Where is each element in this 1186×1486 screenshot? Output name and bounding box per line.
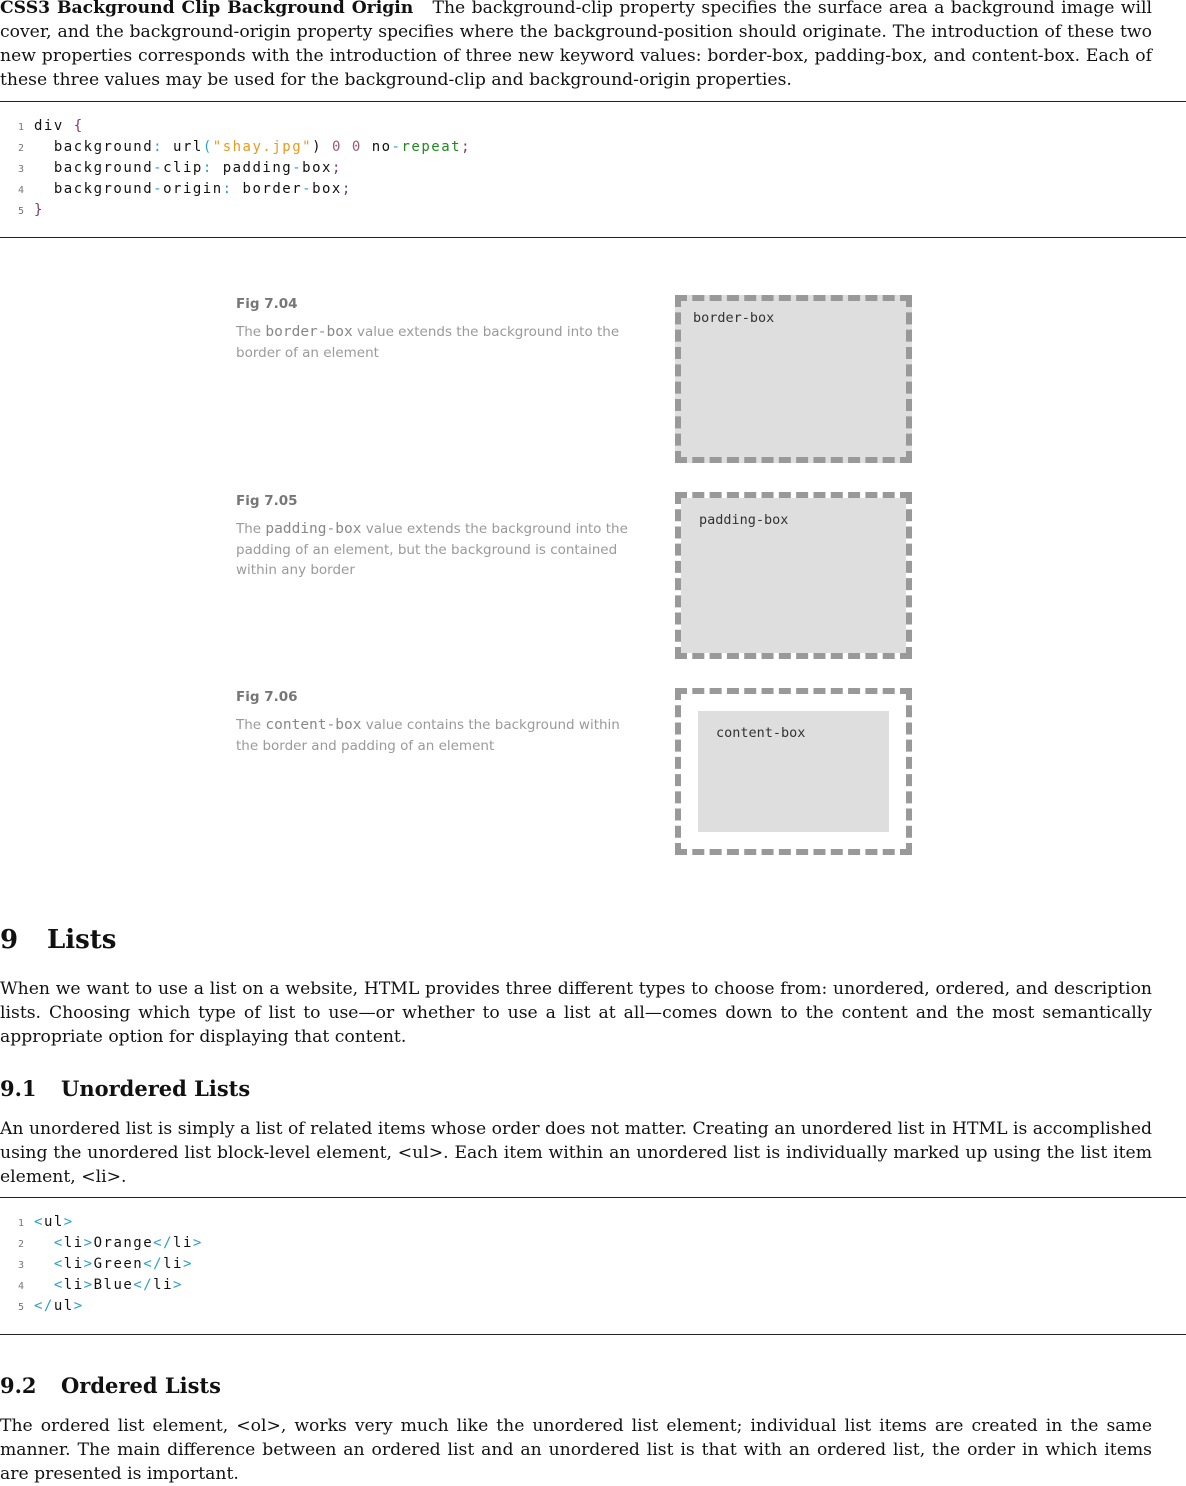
- line-number: 4: [17, 1281, 24, 1292]
- code-paren: ): [312, 139, 322, 155]
- figure-caption: [236, 689, 631, 756]
- section-paragraph: When we want to use a list on a website, HTML provides three different types to choose from: unordered, ordered, and description lists. Choosing which type of list to use—or whether to use a list at all—comes down to the content and the most semantically appropriate option for displaying that content.: [0, 979, 1152, 1047]
- code-tag-bracket: </: [153, 1235, 174, 1251]
- line-number: 4: [17, 185, 24, 196]
- subsection-paragraph: The ordered list element, <ol>, works very much like the unordered list element; individual list items are created in the same manner. The main difference between an ordered list and an unordered list is that with an ordered list, the order in which items are presented is important.: [0, 1416, 1152, 1484]
- section-number: 9: [0, 925, 19, 955]
- code-function: url: [173, 139, 203, 155]
- code-line: [0, 116, 471, 137]
- subsection-paragraph: An unordered list is simply a list of related items whose order does not matter. Creating an unordered list in HTML is accomplished using the unordered list block-level element, <ul>. Each item within an unordered list is individually marked up using the list item element, <li>.: [0, 1119, 1152, 1187]
- desc-text: The: [236, 717, 266, 733]
- code-tag-bracket: >: [182, 1256, 193, 1272]
- intro-text: The background-clip property specifies the surface area a background image will cover, and the background-origin property specifies where the background-position should originate. The introduction of these two new properties corresponds with the introduction of three new keyword values: border-box, padding-box, and content-box. Each of these three values may be used for the background-clip and background-origin properties.: [0, 0, 1152, 90]
- code-tag-bracket: >: [192, 1235, 203, 1251]
- code-line: [0, 137, 471, 158]
- desc-text: The: [236, 324, 266, 340]
- html-code-block: [0, 1212, 203, 1317]
- code-tag-bracket: <: [53, 1235, 64, 1251]
- code-tag-bracket: </: [34, 1298, 54, 1314]
- code-semicolon: ;: [461, 139, 471, 155]
- code-tag-bracket: >: [83, 1256, 94, 1272]
- demo-label: padding-box: [699, 512, 789, 528]
- desc-code: padding-box: [265, 521, 362, 537]
- code-tag-bracket: <: [34, 1214, 44, 1230]
- code-tag-bracket: >: [83, 1235, 94, 1251]
- code-value: border: [242, 181, 303, 197]
- figure-caption: [236, 493, 631, 581]
- code-property: background: [53, 139, 154, 155]
- figure-caption: [236, 296, 631, 363]
- code-tag-name: li: [173, 1235, 193, 1251]
- desc-text: value extends the background into the padding of an element, but the background is contained within any border: [236, 521, 628, 578]
- code-number: 0: [331, 139, 342, 155]
- code-dash: -: [302, 181, 313, 197]
- code-property: clip: [163, 160, 203, 176]
- demo-label: border-box: [693, 310, 775, 326]
- code-tag-name: li: [163, 1256, 183, 1272]
- code-tag-bracket: <: [53, 1277, 64, 1293]
- figure-title: Fig 7.05: [236, 493, 298, 509]
- code-semicolon: ;: [331, 160, 342, 176]
- subsection-heading: [0, 1076, 250, 1101]
- code-string: "shay.jpg": [212, 139, 313, 155]
- code-dash: -: [153, 181, 164, 197]
- code-dash: -: [292, 160, 303, 176]
- subsection-number: 9.1: [0, 1076, 37, 1101]
- code-colon: :: [202, 160, 213, 176]
- code-tag-bracket: </: [133, 1277, 154, 1293]
- code-paren: (: [202, 139, 213, 155]
- code-semicolon: ;: [341, 181, 352, 197]
- intro-paragraph: [0, 0, 1152, 92]
- code-tag-name: li: [63, 1256, 84, 1272]
- css-code-block: [0, 116, 471, 221]
- desc-code: content-box: [265, 717, 362, 733]
- code-tag-bracket: <: [53, 1256, 64, 1272]
- subsection-title: Unordered Lists: [61, 1076, 251, 1101]
- desc-text: value contains the background within the border and padding of an element: [236, 717, 620, 754]
- code-line: [0, 1254, 203, 1275]
- code-text: Green: [93, 1256, 144, 1272]
- line-number: 1: [17, 1218, 24, 1229]
- code-top-rule: [0, 1197, 1186, 1198]
- desc-text: value extends the background into the border of an element: [236, 324, 620, 361]
- content-box-demo: [675, 688, 912, 855]
- code-text: Orange: [93, 1235, 154, 1251]
- subsection-heading: [0, 1373, 221, 1398]
- code-tag-name: li: [63, 1277, 84, 1293]
- code-property: background: [53, 160, 154, 176]
- code-line: [0, 1212, 203, 1233]
- demo-label: content-box: [716, 725, 806, 741]
- code-tag-bracket: >: [83, 1277, 94, 1293]
- code-text: Blue: [93, 1277, 134, 1293]
- code-dash: -: [153, 160, 164, 176]
- code-selector: div: [34, 118, 64, 134]
- code-line: [0, 200, 471, 221]
- code-top-rule: [0, 101, 1186, 102]
- line-number: 3: [17, 164, 24, 175]
- code-value: padding: [222, 160, 293, 176]
- code-colon: :: [153, 139, 164, 155]
- code-bottom-rule: [0, 237, 1186, 238]
- code-brace: {: [73, 118, 84, 134]
- code-property: origin: [163, 181, 223, 197]
- code-bottom-rule: [0, 1334, 1186, 1335]
- code-tag-bracket: </: [143, 1256, 164, 1272]
- section-title: Lists: [47, 925, 117, 955]
- intro-heading: CSS3 Background Clip Background Origin: [0, 0, 414, 18]
- figure-title: Fig 7.04: [236, 296, 298, 312]
- code-number: 0: [351, 139, 362, 155]
- code-tag-name: ul: [43, 1214, 64, 1230]
- figure-description: [236, 715, 631, 756]
- section-heading: [0, 925, 116, 955]
- figure-description: [236, 519, 631, 581]
- figure-title: Fig 7.06: [236, 689, 298, 705]
- desc-text: The: [236, 521, 266, 537]
- line-number: 2: [17, 1239, 24, 1250]
- code-line: [0, 1233, 203, 1254]
- line-number: 5: [17, 1302, 24, 1313]
- subsection-title: Ordered Lists: [61, 1373, 221, 1398]
- line-number: 3: [17, 1260, 24, 1271]
- code-tag-bracket: >: [73, 1298, 84, 1314]
- code-brace: }: [34, 202, 44, 218]
- code-tag-name: ul: [53, 1298, 74, 1314]
- code-value: box: [312, 181, 342, 197]
- code-colon: :: [222, 181, 233, 197]
- subsection-number: 9.2: [0, 1373, 37, 1398]
- padding-box-demo: [675, 492, 912, 659]
- code-line: [0, 1275, 203, 1296]
- line-number: 1: [17, 122, 24, 133]
- code-tag-name: li: [63, 1235, 84, 1251]
- code-keyword: repeat: [401, 139, 462, 155]
- desc-code: border-box: [265, 324, 353, 340]
- code-dash: -: [391, 139, 402, 155]
- code-line: [0, 158, 471, 179]
- code-keyword: no: [371, 139, 392, 155]
- code-property: background: [53, 181, 154, 197]
- line-number: 5: [17, 206, 24, 217]
- code-tag-bracket: >: [173, 1277, 183, 1293]
- border-box-demo: [675, 295, 912, 463]
- code-value: box: [302, 160, 332, 176]
- code-line: [0, 1296, 203, 1317]
- line-number: 2: [17, 143, 24, 154]
- code-tag-name: li: [153, 1277, 174, 1293]
- figure-description: [236, 322, 631, 363]
- code-line: [0, 179, 471, 200]
- code-tag-bracket: >: [63, 1214, 74, 1230]
